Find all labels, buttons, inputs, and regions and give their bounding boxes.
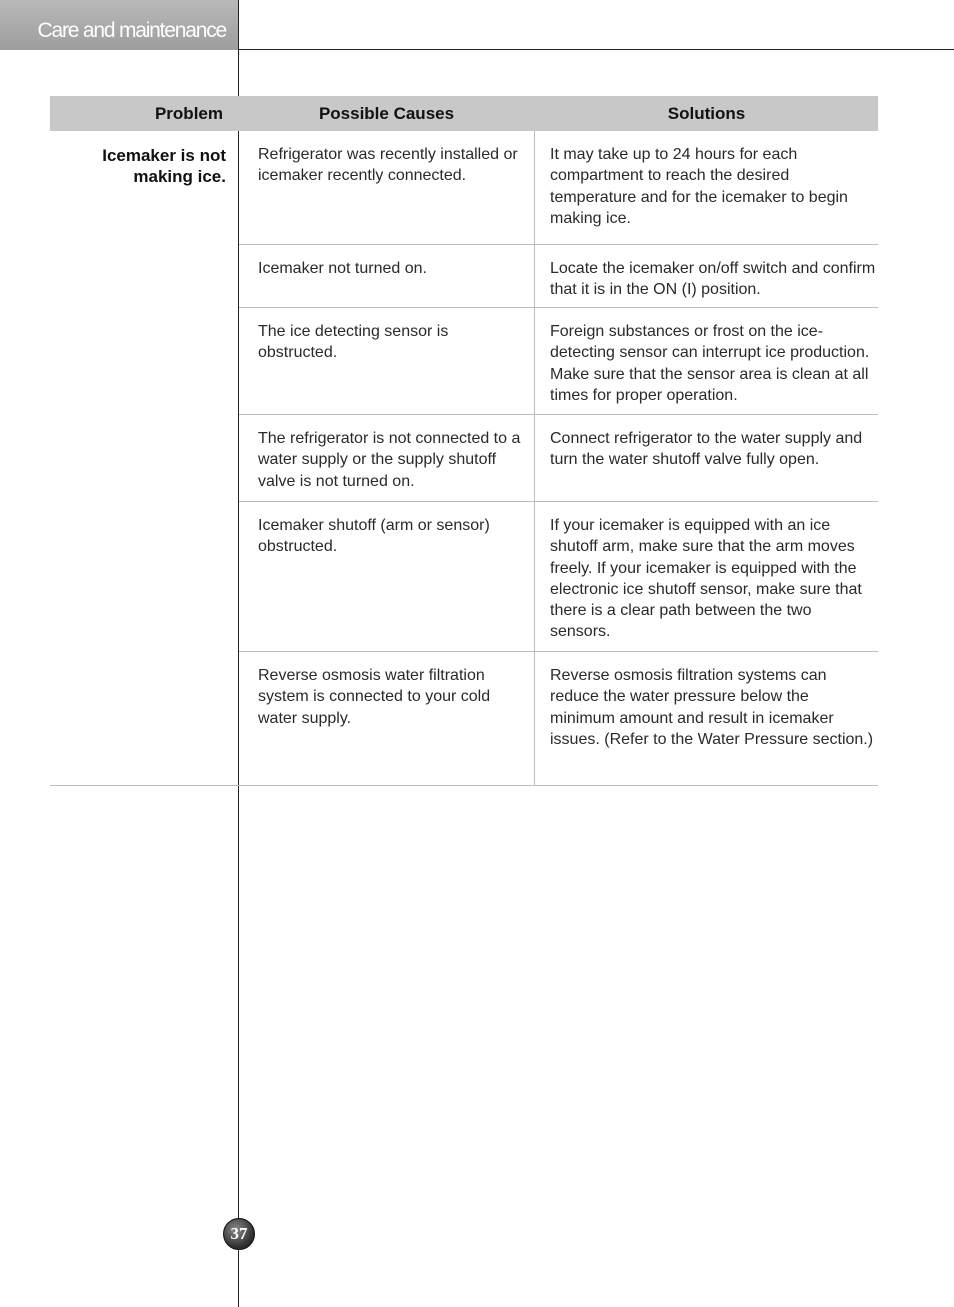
cause-cell: Refrigerator was recently installed or icemaker recently connected.	[239, 131, 535, 244]
cause-cell: Reverse osmosis water filtration system is connected to your cold water supply.	[239, 652, 535, 786]
table-bottom-rule	[50, 785, 878, 786]
solution-cell: Locate the icemaker on/off switch and confirm that it is in the ON (I) position.	[550, 260, 876, 299]
table-row	[239, 502, 878, 652]
solution-cell: It may take up to 24 hours for each compartment to reach the desired temperature and for the icemaker to begin making ice.	[550, 146, 848, 227]
solution-cell: Reverse osmosis filtration systems can reduce the water pressure below the minimum amount and result in icemaker issues. (Refer to the Water Pressure section.)	[550, 667, 874, 748]
cause-cell: Icemaker not turned on.	[239, 245, 535, 307]
cause-cell: The ice detecting sensor is obstructed.	[239, 308, 535, 414]
cause-cell: Icemaker shutoff (arm or sensor) obstructed.	[239, 502, 535, 651]
problem-cell	[50, 145, 226, 187]
table-row	[239, 652, 878, 786]
table-row	[239, 308, 878, 415]
table-row	[239, 415, 878, 502]
column-header-problem: Problem	[154, 104, 223, 123]
header-rule	[239, 49, 954, 50]
troubleshooting-rows	[239, 131, 878, 786]
page-number-badge: 37	[223, 1218, 255, 1250]
solution-cell: If your icemaker is equipped with an ice shutoff arm, make sure that the arm moves freely. If your icemaker is equipped with the electronic ice shutoff sensor, make sure that there is a clear path between the two sensors.	[550, 517, 862, 641]
problem-line-1: Icemaker is not	[102, 146, 226, 165]
section-title: Care and maintenance	[37, 19, 226, 42]
problem-line-2: making ice.	[133, 167, 226, 186]
table-header	[50, 96, 878, 131]
column-header-causes: Possible Causes	[318, 104, 455, 123]
table-row	[239, 131, 878, 245]
cause-cell: The refrigerator is not connected to a water supply or the supply shutoff valve is not turned on.	[239, 415, 535, 501]
column-header-solutions: Solutions	[667, 104, 746, 123]
solution-cell: Connect refrigerator to the water supply and turn the water shutoff valve fully open.	[550, 430, 863, 469]
solution-cell: Foreign substances or frost on the ice-detecting sensor can interrupt ice production. Make sure that the sensor area is clean at all times for proper operation.	[550, 323, 870, 404]
table-row	[239, 245, 878, 308]
